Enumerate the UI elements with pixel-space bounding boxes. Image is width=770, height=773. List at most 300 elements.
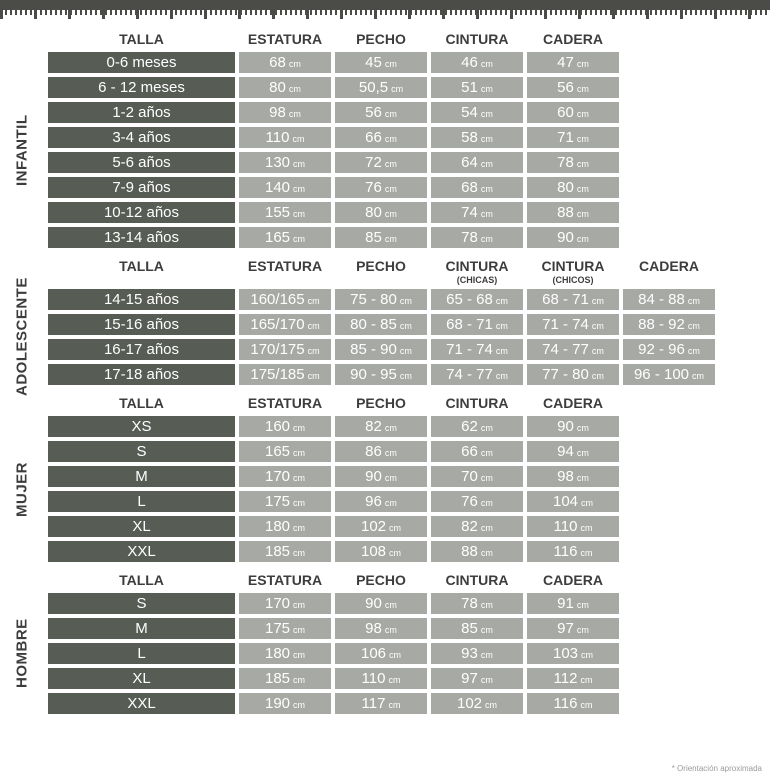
unit-label: cm (687, 296, 700, 306)
column-title: CADERA (543, 31, 603, 47)
value: 62 (461, 418, 478, 435)
unit-label: cm (480, 209, 493, 219)
value-cell (335, 77, 427, 98)
value-cell (431, 227, 523, 248)
unit-label: cm (480, 234, 493, 244)
value-cell (335, 643, 427, 664)
value-cell (527, 441, 619, 462)
unit-label: cm (389, 548, 402, 558)
unit-label: cm (581, 498, 594, 508)
value-cell (431, 202, 523, 223)
value: 108 (360, 543, 387, 560)
value: 92 - 96 (638, 341, 685, 358)
value-cell (335, 152, 427, 173)
column-header (431, 572, 523, 589)
unit-label: cm (480, 448, 493, 458)
value: 76 (365, 179, 382, 196)
value-cell (239, 541, 331, 562)
talla-cell: XL (48, 668, 235, 689)
value-cell (431, 416, 523, 437)
unit-label: cm (293, 423, 306, 433)
unit-label: cm (288, 59, 301, 69)
value-cell (527, 102, 619, 123)
unit-label: cm (591, 371, 604, 381)
table-row (48, 491, 715, 512)
value: 80 (365, 204, 382, 221)
value: 47 (557, 54, 574, 71)
column-title: CADERA (543, 395, 603, 411)
value-cell (239, 643, 331, 664)
unit-label: cm (480, 625, 493, 635)
value: 88 (557, 204, 574, 221)
value: 88 - 92 (638, 316, 685, 333)
value: 170/175 (250, 341, 305, 358)
unit-label: cm (576, 423, 589, 433)
section-label: INFANTIL (13, 114, 31, 186)
talla-cell: M (48, 618, 235, 639)
table-row (48, 227, 715, 248)
value: 56 (365, 104, 382, 121)
value: 80 - 85 (350, 316, 397, 333)
value-cell (527, 289, 619, 310)
value: 165 (264, 229, 291, 246)
column-title: CADERA (639, 258, 699, 274)
unit-label: cm (391, 84, 404, 94)
unit-label: cm (480, 650, 493, 660)
value: 66 (365, 129, 382, 146)
value-cell (623, 314, 715, 335)
table-row (48, 693, 715, 714)
value-cell (335, 541, 427, 562)
rows (13, 416, 715, 562)
value-cell (239, 416, 331, 437)
value-cell (431, 52, 523, 73)
value-cell (335, 202, 427, 223)
unit-label: cm (399, 371, 412, 381)
table-row (48, 127, 715, 148)
value: 170 (264, 468, 291, 485)
value-cell (239, 441, 331, 462)
value: 46 (461, 54, 478, 71)
value: 90 - 95 (350, 366, 397, 383)
value-cell (335, 441, 427, 462)
column-header (239, 31, 331, 48)
value-cell (527, 593, 619, 614)
measuring-tape-ruler (0, 0, 770, 19)
value: 82 (461, 518, 478, 535)
table-row (48, 77, 715, 98)
value: 78 (557, 154, 574, 171)
value: 110 (361, 670, 386, 687)
table-row (48, 441, 715, 462)
value-cell (527, 77, 619, 98)
value-cell (239, 289, 331, 310)
unit-label: cm (576, 600, 589, 610)
header-row (48, 395, 715, 412)
size-chart (13, 20, 715, 718)
tape-bar (0, 0, 770, 10)
talla-cell: XXL (48, 541, 235, 562)
unit-label: cm (480, 675, 493, 685)
value: 71 - 74 (542, 316, 589, 333)
unit-label: cm (384, 234, 397, 244)
header-row (48, 31, 715, 48)
unit-label: cm (576, 473, 589, 483)
unit-label: cm (480, 600, 493, 610)
unit-label: cm (293, 159, 306, 169)
unit-label: cm (495, 371, 508, 381)
unit-label: cm (293, 498, 306, 508)
unit-label: cm (384, 448, 397, 458)
talla-cell: XS (48, 416, 235, 437)
value-cell (335, 668, 427, 689)
value: 102 (360, 518, 387, 535)
value: 116 (553, 543, 578, 560)
section-label: ADOLESCENTE (13, 277, 31, 397)
section-infantil (13, 31, 715, 248)
value-cell (431, 668, 523, 689)
value: 90 (557, 418, 574, 435)
column-title: CINTURA (445, 258, 509, 274)
unit-label: cm (384, 109, 397, 119)
value-cell (527, 52, 619, 73)
value: 50,5 (358, 79, 389, 96)
value-cell (431, 314, 523, 335)
column-title: CINTURA (541, 258, 605, 274)
value: 94 (557, 443, 574, 460)
value-cell (527, 693, 619, 714)
value: 64 (461, 154, 478, 171)
table-row (48, 643, 715, 664)
talla-cell: 0-6 meses (48, 52, 235, 73)
unit-label: cm (399, 346, 412, 356)
value: 56 (557, 79, 574, 96)
value-cell (335, 364, 427, 385)
unit-label: cm (293, 700, 306, 710)
value: 88 (461, 543, 478, 560)
value: 97 (461, 670, 478, 687)
unit-label: cm (576, 59, 589, 69)
column-header (527, 31, 619, 48)
value-cell (239, 127, 331, 148)
unit-label: cm (384, 498, 397, 508)
column-header (335, 31, 427, 48)
unit-label: cm (384, 209, 397, 219)
unit-label: cm (485, 700, 498, 710)
table-row (48, 289, 715, 310)
unit-label: cm (692, 371, 705, 381)
column-title: ESTATURA (247, 31, 323, 47)
value-cell (239, 77, 331, 98)
unit-label: cm (384, 159, 397, 169)
column-header (48, 395, 235, 412)
value-cell (527, 152, 619, 173)
value-cell (335, 618, 427, 639)
value: 85 (365, 229, 382, 246)
column-title: CINTURA (445, 395, 509, 411)
value: 98 (365, 620, 382, 637)
value-cell (527, 618, 619, 639)
unit-label: cm (480, 523, 493, 533)
rows (13, 593, 715, 714)
unit-label: cm (687, 321, 700, 331)
value: 185 (264, 670, 291, 687)
value: 116 (553, 695, 578, 712)
talla-cell: L (48, 643, 235, 664)
unit-label: cm (480, 423, 493, 433)
unit-label: cm (293, 675, 306, 685)
value-cell (335, 289, 427, 310)
value: 68 - 71 (542, 291, 589, 308)
talla-cell: 5-6 años (48, 152, 235, 173)
value-cell (431, 152, 523, 173)
value: 74 (461, 204, 478, 221)
value-cell (431, 618, 523, 639)
value: 170 (264, 595, 291, 612)
column-header (431, 258, 523, 285)
talla-cell: 14-15 años (48, 289, 235, 310)
column-title: TALLA (119, 258, 164, 274)
value: 90 (365, 468, 382, 485)
column-header (239, 258, 331, 275)
value: 60 (557, 104, 574, 121)
value-cell (335, 466, 427, 487)
unit-label: cm (307, 346, 320, 356)
column-header (48, 572, 235, 589)
value-cell (335, 102, 427, 123)
value: 90 (557, 229, 574, 246)
value-cell (431, 77, 523, 98)
talla-cell: 13-14 años (48, 227, 235, 248)
unit-label: cm (384, 59, 397, 69)
column-header (239, 572, 331, 589)
unit-label: cm (293, 184, 306, 194)
column-title: ESTATURA (247, 258, 323, 274)
value: 96 - 100 (633, 366, 690, 383)
column-subtitle: (CHICOS) (552, 275, 594, 285)
value-cell (431, 127, 523, 148)
value-cell (623, 289, 715, 310)
value: 175 (264, 493, 291, 510)
unit-label: cm (581, 650, 594, 660)
value: 71 - 74 (446, 341, 493, 358)
unit-label: cm (495, 321, 508, 331)
value-cell (239, 177, 331, 198)
value: 110 (553, 518, 578, 535)
table-row (48, 618, 715, 639)
column-subtitle: (CHICAS) (456, 275, 498, 285)
value-cell (335, 177, 427, 198)
value-cell (527, 516, 619, 537)
value-cell (239, 152, 331, 173)
value: 160 (264, 418, 291, 435)
unit-label: cm (293, 473, 306, 483)
unit-label: cm (480, 84, 493, 94)
value-cell (527, 227, 619, 248)
value-cell (431, 643, 523, 664)
value: 68 - 71 (446, 316, 493, 333)
value-cell (431, 516, 523, 537)
value: 72 (365, 154, 382, 171)
value: 98 (269, 104, 286, 121)
talla-cell: 15-16 años (48, 314, 235, 335)
column-title: PECHO (356, 258, 406, 274)
unit-label: cm (480, 548, 493, 558)
value-cell (527, 177, 619, 198)
value-cell (527, 466, 619, 487)
unit-label: cm (384, 184, 397, 194)
unit-label: cm (591, 296, 604, 306)
value: 82 (365, 418, 382, 435)
section-label: HOMBRE (13, 618, 31, 689)
unit-label: cm (288, 109, 301, 119)
value-cell (527, 491, 619, 512)
value: 103 (552, 645, 579, 662)
unit-label: cm (384, 625, 397, 635)
talla-cell: XXL (48, 693, 235, 714)
talla-cell: L (48, 491, 235, 512)
value: 54 (461, 104, 478, 121)
unit-label: cm (293, 209, 306, 219)
value: 98 (557, 468, 574, 485)
column-header (335, 395, 427, 412)
rows (13, 52, 715, 248)
value-cell (335, 227, 427, 248)
value-cell (239, 364, 331, 385)
value-cell (527, 643, 619, 664)
value-cell (623, 364, 715, 385)
value: 77 - 80 (542, 366, 589, 383)
talla-cell: M (48, 466, 235, 487)
talla-cell: XL (48, 516, 235, 537)
value: 102 (456, 695, 483, 712)
table-row (48, 314, 715, 335)
value: 175/185 (250, 366, 305, 383)
value-cell (431, 541, 523, 562)
unit-label: cm (293, 548, 306, 558)
column-header (527, 572, 619, 589)
unit-label: cm (591, 321, 604, 331)
unit-label: cm (307, 321, 320, 331)
value: 45 (365, 54, 382, 71)
value-cell (527, 339, 619, 360)
value-cell (431, 491, 523, 512)
column-title: PECHO (356, 572, 406, 588)
header-row (48, 258, 715, 285)
table-row (48, 177, 715, 198)
value: 160/165 (250, 291, 305, 308)
tape-ticks (0, 10, 770, 19)
value: 84 - 88 (638, 291, 685, 308)
unit-label: cm (576, 109, 589, 119)
value-cell (527, 314, 619, 335)
value: 96 (365, 493, 382, 510)
value: 104 (552, 493, 579, 510)
value-cell (431, 441, 523, 462)
unit-label: cm (495, 346, 508, 356)
talla-cell: 7-9 años (48, 177, 235, 198)
value: 74 - 77 (542, 341, 589, 358)
column-title: TALLA (119, 395, 164, 411)
table-row (48, 516, 715, 537)
unit-label: cm (292, 134, 305, 144)
column-header (335, 258, 427, 275)
value: 78 (461, 229, 478, 246)
unit-label: cm (293, 625, 306, 635)
value-cell (527, 364, 619, 385)
value: 165/170 (250, 316, 305, 333)
value-cell (239, 693, 331, 714)
unit-label: cm (480, 184, 493, 194)
value-cell (239, 227, 331, 248)
value: 74 - 77 (446, 366, 493, 383)
unit-label: cm (480, 59, 493, 69)
unit-label: cm (388, 675, 401, 685)
talla-cell: 3-4 años (48, 127, 235, 148)
value: 80 (269, 79, 286, 96)
value: 68 (461, 179, 478, 196)
column-title: PECHO (356, 31, 406, 47)
table-row (48, 416, 715, 437)
section-label: MUJER (13, 461, 31, 517)
unit-label: cm (576, 448, 589, 458)
column-title: TALLA (119, 31, 164, 47)
unit-label: cm (687, 346, 700, 356)
unit-label: cm (288, 84, 301, 94)
value-cell (335, 416, 427, 437)
value: 58 (461, 129, 478, 146)
unit-label: cm (388, 700, 401, 710)
table-row (48, 364, 715, 385)
value-cell (431, 364, 523, 385)
value: 112 (553, 670, 578, 687)
unit-label: cm (293, 234, 306, 244)
value-cell (527, 541, 619, 562)
value-cell (527, 127, 619, 148)
column-title: CINTURA (445, 572, 509, 588)
value-cell (527, 202, 619, 223)
value: 180 (264, 518, 291, 535)
unit-label: cm (480, 498, 493, 508)
value-cell (239, 202, 331, 223)
unit-label: cm (384, 134, 397, 144)
talla-cell: 10-12 años (48, 202, 235, 223)
value-cell (335, 491, 427, 512)
column-title: ESTATURA (247, 395, 323, 411)
unit-label: cm (580, 700, 593, 710)
value: 51 (461, 79, 478, 96)
column-header (527, 395, 619, 412)
column-title: CINTURA (445, 31, 509, 47)
unit-label: cm (480, 109, 493, 119)
footnote: * Orientación aproximada (671, 764, 762, 773)
column-header (527, 258, 619, 285)
value: 85 - 90 (350, 341, 397, 358)
unit-label: cm (293, 448, 306, 458)
talla-cell: 1-2 años (48, 102, 235, 123)
unit-label: cm (293, 523, 306, 533)
header-row (48, 572, 715, 589)
value-cell (335, 127, 427, 148)
value: 185 (264, 543, 291, 560)
talla-cell: 17-18 años (48, 364, 235, 385)
column-title: PECHO (356, 395, 406, 411)
column-header (48, 31, 235, 48)
value-cell (335, 52, 427, 73)
unit-label: cm (576, 184, 589, 194)
unit-label: cm (389, 650, 402, 660)
unit-label: cm (576, 625, 589, 635)
